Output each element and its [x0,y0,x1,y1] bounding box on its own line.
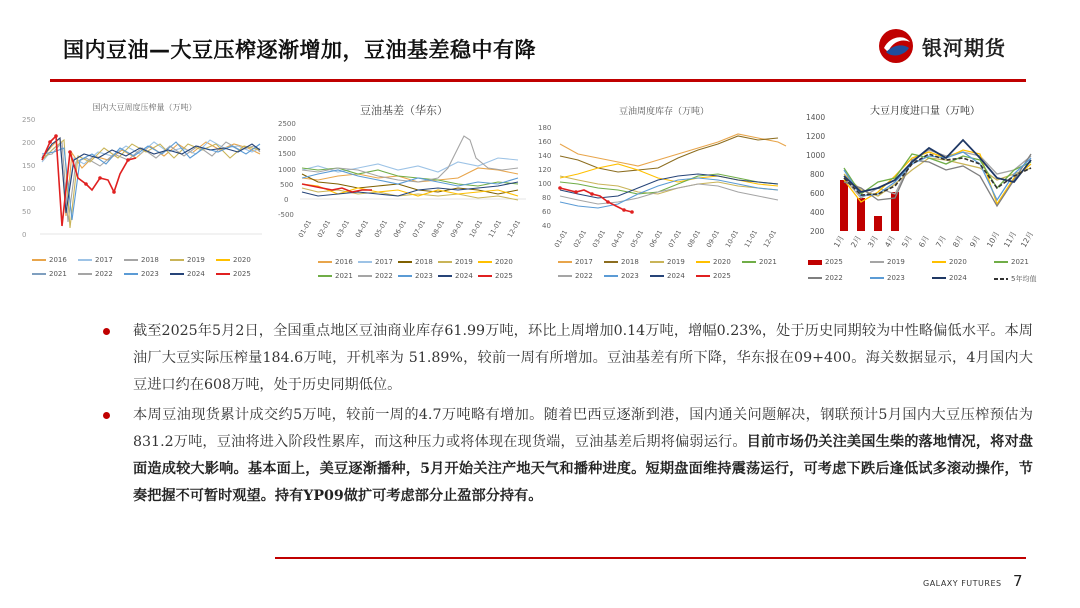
y-tick: 50 [22,208,31,216]
x-tick: 10-01 [467,218,485,239]
y-tick: 100 [538,180,552,188]
legend-item: 2021 [994,258,1029,266]
chart-legend [318,258,528,288]
chart-title: 豆油周度库存（万吨） [618,107,709,117]
legend-item: 2023 [398,272,433,280]
legend-item: 2020 [932,258,967,266]
x-tick: 03-01 [590,228,608,249]
y-tick: 160 [538,138,552,146]
bullet-dot-icon [103,412,110,419]
y-tick: 1500 [278,150,296,158]
x-tick: 3月 [865,233,880,249]
legend-item: 2025 [216,270,251,278]
legend-item: 2020 [696,258,731,266]
bullet-item [103,318,1033,399]
legend-item: 2019 [438,258,473,266]
x-tick: 01-01 [552,228,570,249]
x-tick: 01-01 [296,218,314,239]
footer-divider [275,557,1026,559]
y-tick: 120 [538,166,552,174]
y-tick: 2000 [278,135,296,143]
x-tick: 03-01 [334,218,352,239]
x-tick: 9月 [967,233,982,249]
x-tick: 6月 [916,233,931,249]
legend-item: 2023 [124,270,159,278]
legend-item: 2017 [78,256,113,264]
chart-title: 豆油基差（华东） [360,104,448,117]
y-tick: 1000 [278,166,296,174]
x-tick: 07-01 [410,218,428,239]
legend-item: 2018 [124,256,159,264]
bullet-emphasis: 目前市场仍关注美国生柴的落地情况，将对盘面造成较大影响。基本面上，美豆逐渐播种，5月开始关注产地天气和播种进度。短期盘面维持震荡运行，可考虑下跌后逢低试多滚动操作，节奏把握不可暂时观望。持有YP09做扩可考虑部分止盈部分持有。 [133,434,1033,504]
chart-title: 国内大豆周度压榨量（万吨） [92,103,197,112]
legend-item: 2020 [478,258,513,266]
chart-soybean-imports [800,98,1050,288]
y-tick: 60 [542,208,551,216]
y-tick: -500 [278,211,294,219]
y-tick: 40 [542,222,551,230]
legend-item: 2019 [650,258,685,266]
x-tick: 06-01 [647,228,665,249]
legend-item: 2024 [170,270,205,278]
y-tick: 800 [810,170,825,179]
chart-soyoil-inventory [538,98,790,288]
page-number: 7 [1013,572,1023,590]
x-tick: 09-01 [704,228,722,249]
x-tick: 12月 [1018,229,1036,249]
y-tick: 1400 [806,113,826,122]
y-tick: 80 [542,194,551,202]
x-tick: 2月 [848,233,863,249]
legend-item: 2021 [32,270,67,278]
x-tick: 4月 [882,233,897,249]
analysis-bullets [103,318,1033,513]
bullet-text: 截至2025年5月2日，全国重点地区豆油商业库存61.99万吨，环比上周增加0.14万吨，增幅0.23%，处于历史同期较为中性略偏低水平。本周油厂大豆实际压榨量184.6万吨，开机率为 51.89%，较前一周有所增加。豆油基差有所下降，华东报在09+400。海关数据显示，4月国内大豆进口约在608万吨，处于历史同期低位。 [133,323,1033,393]
x-tick: 10月 [984,229,1002,249]
legend-item: 2017 [358,258,393,266]
y-tick: 400 [810,208,825,217]
x-tick: 04-01 [609,228,627,249]
x-tick: 11月 [1001,229,1019,249]
legend-item: 2016 [318,258,353,266]
legend-item: 2022 [358,272,393,280]
legend-item: 2021 [742,258,777,266]
legend-item: 2024 [932,274,967,282]
x-tick: 08-01 [429,218,447,239]
galaxy-logo-icon [876,26,916,66]
legend-item: 2024 [438,272,473,280]
legend-item: 2022 [558,272,593,280]
x-tick: 7月 [933,233,948,249]
legend-item: 2021 [318,272,353,280]
y-tick: 0 [22,231,27,239]
y-tick: 100 [22,185,36,193]
y-tick: 200 [810,227,825,236]
legend-item: 2023 [870,274,905,282]
chart-basis-east-china [278,98,530,288]
x-tick: 05-01 [372,218,390,239]
y-tick: 1200 [806,132,826,141]
chart-crush-volume [22,98,267,288]
x-tick: 12-01 [505,218,523,239]
legend-item: 2025 [696,272,731,280]
legend-item: 2020 [216,256,251,264]
bullet-dot-icon [103,328,110,335]
x-tick: 8月 [950,233,965,249]
x-tick: 07-01 [666,228,684,249]
chart-title: 大豆月度进口量（万吨） [870,106,980,117]
y-tick: 180 [538,124,552,132]
x-tick: 1月 [831,233,846,249]
x-tick: 04-01 [353,218,371,239]
x-tick: 05-01 [628,228,646,249]
legend-item: 2025 [808,258,843,266]
y-tick: 140 [538,152,552,160]
legend-item: 5年均值 [994,274,1036,284]
y-tick: 2500 [278,120,296,128]
legend-item: 2017 [558,258,593,266]
chart-legend [558,258,788,288]
legend-item: 2018 [604,258,639,266]
header-divider [50,79,1026,82]
legend-item: 2016 [32,256,67,264]
x-tick: 11-01 [742,228,760,249]
bullet-item [103,402,1033,510]
legend-item: 2022 [808,274,843,282]
x-tick: 06-01 [391,218,409,239]
legend-item: 2025 [478,272,513,280]
y-tick: 200 [22,139,36,147]
bullet-text: 本周豆油现货累计成交约5万吨，较前一周的4.7万吨略有增加。随着巴西豆逐渐到港，国内通关问题解决，钢联预计5月国内大豆压榨预估为831.2万吨，豆油将进入阶段性累库，而这种压力或将体现在现货端，豆油基差后期将偏弱运行。 [133,407,1033,450]
y-tick: 150 [22,162,36,170]
x-tick: 12-01 [761,228,779,249]
chart-legend [32,256,262,286]
x-tick: 08-01 [685,228,703,249]
legend-item: 2024 [650,272,685,280]
y-tick: 250 [22,116,36,124]
x-tick: 02-01 [571,228,589,249]
chart-legend [808,258,1044,288]
x-tick: 11-01 [486,218,504,239]
legend-item: 2018 [398,258,433,266]
x-tick: 5月 [899,233,914,249]
legend-item: 2019 [170,256,205,264]
logo-text: 银河期货 [922,36,1006,60]
y-tick: 1000 [806,151,826,160]
x-tick: 10-01 [723,228,741,249]
legend-item: 2019 [870,258,905,266]
y-tick: 500 [280,181,294,189]
x-tick: 09-01 [448,218,466,239]
y-tick: 600 [810,189,825,198]
page-title: 国内豆油—大豆压榨逐渐增加，豆油基差稳中有降 [63,38,536,62]
legend-item: 2023 [604,272,639,280]
footer-brand: GALAXY FUTURES [923,579,1002,588]
y-tick: 0 [284,196,289,204]
company-logo [876,26,1036,66]
legend-item: 2022 [78,270,113,278]
x-tick: 02-01 [315,218,333,239]
